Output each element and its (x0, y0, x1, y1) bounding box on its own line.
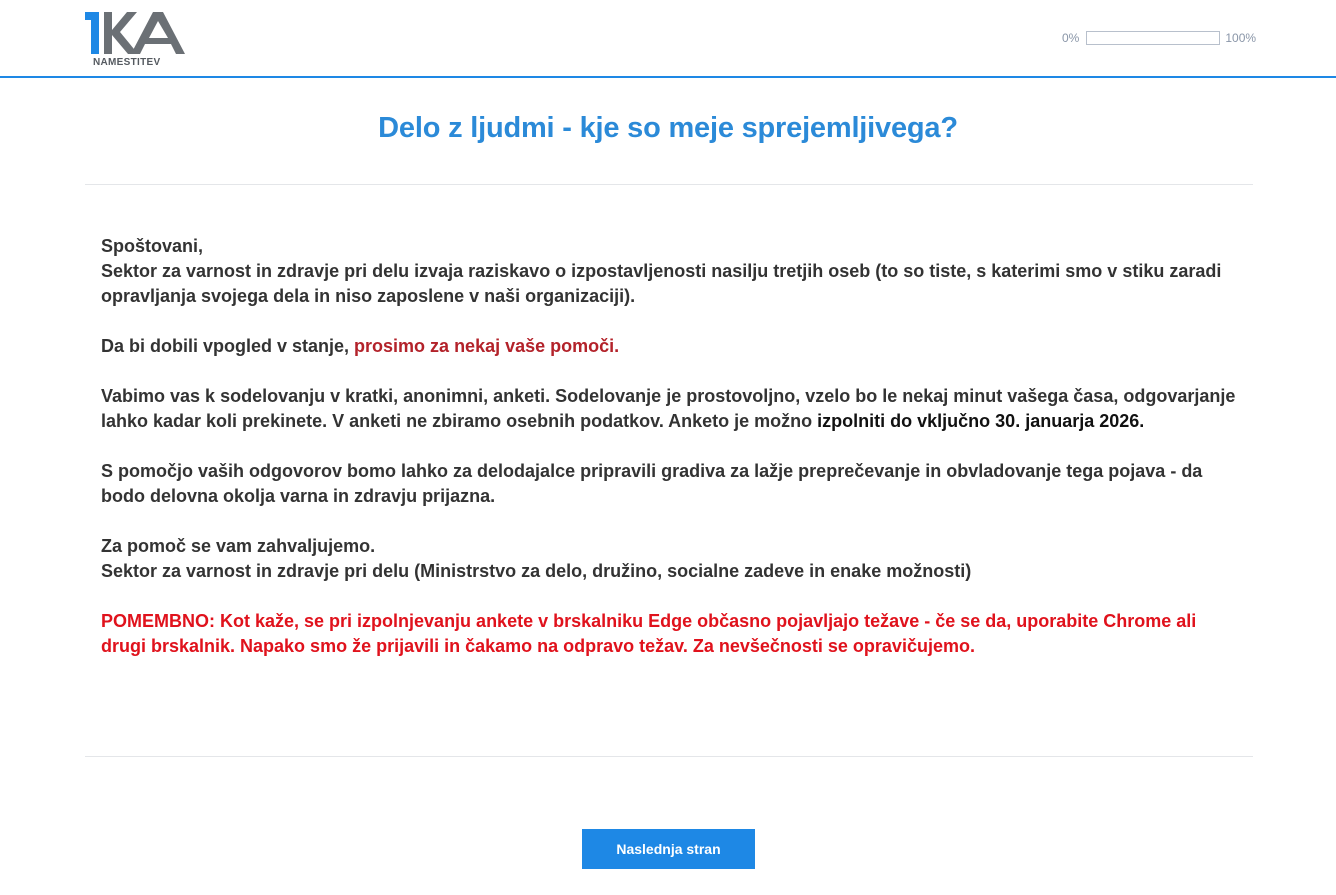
closing-paragraph (101, 534, 1241, 584)
purpose-paragraph: S pomočjo vaših odgovorov bomo lahko za delodajalce pripravili gradiva za lažje preprečevanje in obvladovanje tega pojava - da bodo delovna okolja varna in zdravju prijazna. (101, 461, 1203, 506)
intro-text (101, 234, 1241, 684)
header (0, 0, 1336, 78)
invite-paragraph (101, 384, 1241, 434)
progress-bar (1062, 30, 1256, 46)
progress-start-label: 0% (1062, 31, 1080, 45)
page-title: Delo z ljudmi - kje so meje sprejemljivega? (378, 112, 958, 144)
logo (85, 10, 195, 70)
logo-mark (85, 10, 195, 58)
help-paragraph (101, 334, 1241, 359)
help-suffix: . (614, 336, 620, 356)
intro-line: Sektor za varnost in zdravje pri delu izvaja raziskavo o izpostavljenosti nasilju tretjih oseb (to so tiste, s katerimi smo v stiku zaradi opravljanja svojega dela in niso zaposlene v naši organizaciji). (101, 261, 1222, 306)
invite-deadline: izpolniti do vključno 30. januarja 2026. (817, 411, 1145, 431)
signature: Sektor za varnost in zdravje pri delu (Ministrstvo za delo, družino, socialne zadeve in enake možnosti) (101, 561, 972, 581)
progress-end-label: 100% (1225, 31, 1257, 45)
help-prefix: Da bi dobili vpogled v stanje, (101, 336, 355, 356)
help-highlight: prosimo za nekaj vaše pomoči (354, 336, 615, 356)
next-page-button[interactable]: Naslednja stran (582, 829, 755, 869)
intro-paragraph-1 (101, 234, 1241, 309)
bottom-divider (85, 756, 1253, 757)
invite-text: Vabimo vas k sodelovanju v kratki, anonimni, anketi. Sodelovanje je prostovoljno, vzelo bo le nekaj minut vašega časa, odgovarjanje lahko kadar koli prekinete. V anketi ne zbiramo osebnih podatkov. Anketo je možno (101, 386, 1236, 431)
important-notice: POMEMBNO: Kot kaže, se pri izpolnjevanju ankete v brskalniku Edge občasno pojavljajo težave - če se da, uporabite Chrome ali drugi brskalnik. Napako smo že prijavili in čakamo na odpravo težav. Za nevšečnosti se opravičujemo. (101, 611, 1197, 656)
top-divider (85, 184, 1253, 185)
thanks: Za pomoč se vam zahvaljujemo. (101, 536, 376, 556)
progress-track (1086, 31, 1220, 45)
greeting: Spoštovani, (101, 236, 204, 256)
logo-subtitle: NAMESTITEV (93, 57, 161, 68)
